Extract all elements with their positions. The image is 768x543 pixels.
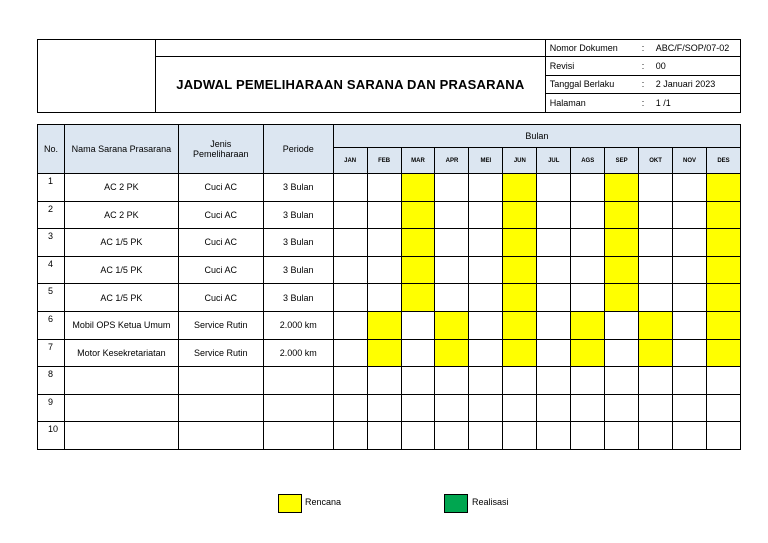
month-cell-planned	[401, 284, 435, 312]
meta-label: Halaman	[545, 94, 638, 113]
month-header: AGS	[571, 148, 605, 174]
maintenance-period: 2.000 km	[263, 339, 333, 367]
month-header: MAR	[401, 148, 435, 174]
month-cell	[435, 174, 469, 202]
header-top-blank	[156, 40, 546, 57]
table-row	[38, 201, 741, 229]
month-cell	[503, 367, 537, 395]
month-cell	[401, 394, 435, 422]
month-cell	[706, 422, 740, 450]
maintenance-period	[263, 394, 333, 422]
month-cell	[673, 339, 707, 367]
month-cell-planned	[503, 311, 537, 339]
month-cell-planned	[605, 229, 639, 257]
month-cell-planned	[435, 311, 469, 339]
month-cell	[673, 174, 707, 202]
month-cell	[537, 201, 571, 229]
month-cell	[469, 256, 503, 284]
month-cell	[639, 201, 673, 229]
month-cell	[537, 422, 571, 450]
month-cell	[537, 229, 571, 257]
maintenance-type: Cuci AC	[178, 229, 263, 257]
month-cell	[605, 311, 639, 339]
month-cell-planned	[503, 174, 537, 202]
month-cell	[537, 311, 571, 339]
month-cell	[333, 394, 367, 422]
month-header: JUL	[537, 148, 571, 174]
logo-cell	[38, 40, 156, 113]
row-number: 3	[38, 229, 65, 257]
month-cell-planned	[706, 311, 740, 339]
month-cell-planned	[706, 256, 740, 284]
month-cell	[706, 367, 740, 395]
month-cell	[469, 422, 503, 450]
month-cell-planned	[401, 201, 435, 229]
table-row	[38, 422, 741, 450]
maintenance-period: 3 Bulan	[263, 201, 333, 229]
month-cell	[469, 339, 503, 367]
asset-name: AC 1/5 PK	[64, 284, 178, 312]
month-cell	[333, 284, 367, 312]
month-cell	[639, 284, 673, 312]
month-cell-planned	[706, 339, 740, 367]
maintenance-period	[263, 422, 333, 450]
month-cell	[537, 367, 571, 395]
row-number: 1	[38, 174, 65, 202]
month-cell	[367, 229, 401, 257]
month-cell	[367, 367, 401, 395]
maintenance-type: Cuci AC	[178, 201, 263, 229]
month-cell-planned	[435, 339, 469, 367]
month-cell	[639, 394, 673, 422]
col-header-month-group: Bulan	[333, 125, 740, 148]
month-cell	[333, 229, 367, 257]
month-cell	[401, 311, 435, 339]
month-cell-planned	[706, 284, 740, 312]
month-cell	[537, 394, 571, 422]
table-row	[38, 339, 741, 367]
month-cell	[435, 201, 469, 229]
month-cell	[333, 422, 367, 450]
month-cell	[673, 311, 707, 339]
maintenance-type: Cuci AC	[178, 284, 263, 312]
month-cell	[571, 229, 605, 257]
row-number: 2	[38, 201, 65, 229]
maintenance-type: Service Rutin	[178, 339, 263, 367]
month-cell	[367, 284, 401, 312]
month-cell-planned	[367, 311, 401, 339]
month-cell	[639, 367, 673, 395]
month-cell	[333, 339, 367, 367]
maintenance-type	[178, 367, 263, 395]
asset-name: AC 2 PK	[64, 201, 178, 229]
month-cell-planned	[605, 284, 639, 312]
table-row	[38, 256, 741, 284]
table-row	[38, 394, 741, 422]
table-row	[38, 367, 741, 395]
month-cell	[537, 339, 571, 367]
legend-plan-swatch	[278, 494, 302, 513]
maintenance-period: 3 Bulan	[263, 174, 333, 202]
legend-done-swatch	[444, 494, 468, 513]
month-cell	[469, 174, 503, 202]
month-cell-planned	[401, 229, 435, 257]
maintenance-period	[263, 367, 333, 395]
month-cell-planned	[503, 229, 537, 257]
month-cell	[673, 256, 707, 284]
month-cell	[673, 201, 707, 229]
row-number: 7	[38, 339, 65, 367]
month-cell-planned	[605, 256, 639, 284]
maintenance-type: Cuci AC	[178, 174, 263, 202]
document-header	[37, 39, 741, 113]
month-cell-planned	[503, 339, 537, 367]
month-cell	[537, 174, 571, 202]
maintenance-type: Cuci AC	[178, 256, 263, 284]
month-cell	[435, 422, 469, 450]
month-cell	[673, 367, 707, 395]
maintenance-schedule-table	[37, 124, 741, 450]
month-cell	[469, 394, 503, 422]
month-header: APR	[435, 148, 469, 174]
asset-name: Mobil OPS Ketua Umum	[64, 311, 178, 339]
month-header: FEB	[367, 148, 401, 174]
table-row	[38, 174, 741, 202]
table-row	[38, 311, 741, 339]
month-cell	[367, 174, 401, 202]
row-number: 4	[38, 256, 65, 284]
month-cell	[571, 284, 605, 312]
asset-name	[64, 394, 178, 422]
month-cell	[639, 422, 673, 450]
month-cell	[469, 367, 503, 395]
month-cell-planned	[605, 174, 639, 202]
maintenance-period: 3 Bulan	[263, 229, 333, 257]
month-cell-planned	[706, 229, 740, 257]
meta-label: Revisi	[545, 57, 638, 76]
month-cell	[605, 339, 639, 367]
month-cell	[469, 229, 503, 257]
col-header-no: No.	[38, 125, 65, 174]
month-header: DES	[706, 148, 740, 174]
month-cell-planned	[706, 201, 740, 229]
month-header: OKT	[639, 148, 673, 174]
maintenance-type: Service Rutin	[178, 311, 263, 339]
month-cell	[673, 394, 707, 422]
asset-name: Motor Kesekretariatan	[64, 339, 178, 367]
month-header: NOV	[673, 148, 707, 174]
month-cell-planned	[639, 339, 673, 367]
month-cell	[333, 201, 367, 229]
legend-plan-label: Rencana	[305, 497, 342, 507]
row-number: 6	[38, 311, 65, 339]
month-cell	[571, 394, 605, 422]
month-cell	[537, 284, 571, 312]
asset-name: AC 2 PK	[64, 174, 178, 202]
maintenance-period: 2.000 km	[263, 311, 333, 339]
month-cell	[401, 367, 435, 395]
month-cell-planned	[503, 284, 537, 312]
month-header: JAN	[333, 148, 367, 174]
month-cell-planned	[367, 339, 401, 367]
month-cell	[367, 422, 401, 450]
asset-name	[64, 367, 178, 395]
maintenance-period: 3 Bulan	[263, 284, 333, 312]
meta-value: : 1 /1	[638, 94, 741, 113]
month-header: SEP	[605, 148, 639, 174]
row-number: 9	[38, 394, 65, 422]
month-cell	[639, 229, 673, 257]
meta-label: Nomor Dokumen	[545, 40, 638, 57]
month-cell	[503, 422, 537, 450]
month-header: JUN	[503, 148, 537, 174]
month-cell	[469, 311, 503, 339]
month-cell	[333, 256, 367, 284]
month-cell-planned	[571, 311, 605, 339]
col-header-type: Jenis Pemeliharaan	[178, 125, 263, 174]
month-cell	[333, 367, 367, 395]
month-cell-planned	[503, 256, 537, 284]
asset-name: AC 1/5 PK	[64, 256, 178, 284]
month-header: MEI	[469, 148, 503, 174]
month-cell	[571, 256, 605, 284]
month-cell-planned	[401, 256, 435, 284]
col-header-period: Periode	[263, 125, 333, 174]
maintenance-type	[178, 422, 263, 450]
row-number: 8	[38, 367, 65, 395]
row-number: 5	[38, 284, 65, 312]
month-cell	[639, 174, 673, 202]
month-cell-planned	[571, 339, 605, 367]
legend-done-label: Realisasi	[472, 497, 509, 507]
month-cell	[605, 422, 639, 450]
table-row	[38, 284, 741, 312]
table-row	[38, 229, 741, 257]
month-cell	[435, 229, 469, 257]
maintenance-period: 3 Bulan	[263, 256, 333, 284]
document-title: JADWAL PEMELIHARAAN SARANA DAN PRASARANA	[156, 57, 546, 113]
month-cell	[571, 367, 605, 395]
month-cell	[537, 256, 571, 284]
month-cell	[333, 311, 367, 339]
month-cell	[571, 422, 605, 450]
month-cell	[435, 256, 469, 284]
month-cell	[639, 256, 673, 284]
month-cell-planned	[605, 201, 639, 229]
month-cell	[605, 367, 639, 395]
month-cell	[706, 394, 740, 422]
row-number: 10	[38, 422, 65, 450]
month-cell	[469, 201, 503, 229]
meta-value: : 2 Januari 2023	[638, 75, 741, 94]
month-cell	[435, 394, 469, 422]
month-cell	[401, 339, 435, 367]
month-cell	[401, 422, 435, 450]
month-cell	[435, 367, 469, 395]
month-cell	[503, 394, 537, 422]
month-cell	[673, 284, 707, 312]
maintenance-type	[178, 394, 263, 422]
month-cell-planned	[503, 201, 537, 229]
month-cell-planned	[401, 174, 435, 202]
month-cell	[605, 394, 639, 422]
month-cell	[435, 284, 469, 312]
month-cell	[367, 201, 401, 229]
month-cell	[571, 174, 605, 202]
asset-name: AC 1/5 PK	[64, 229, 178, 257]
month-cell-planned	[639, 311, 673, 339]
meta-value: : ABC/F/SOP/07-02	[638, 40, 741, 57]
month-cell	[673, 229, 707, 257]
month-cell	[469, 284, 503, 312]
month-cell	[367, 394, 401, 422]
month-cell-planned	[706, 174, 740, 202]
col-header-name: Nama Sarana Prasarana	[64, 125, 178, 174]
month-cell	[367, 256, 401, 284]
month-cell	[333, 174, 367, 202]
month-cell	[571, 201, 605, 229]
meta-value: : 00	[638, 57, 741, 76]
month-cell	[673, 422, 707, 450]
asset-name	[64, 422, 178, 450]
meta-label: Tanggal Berlaku	[545, 75, 638, 94]
